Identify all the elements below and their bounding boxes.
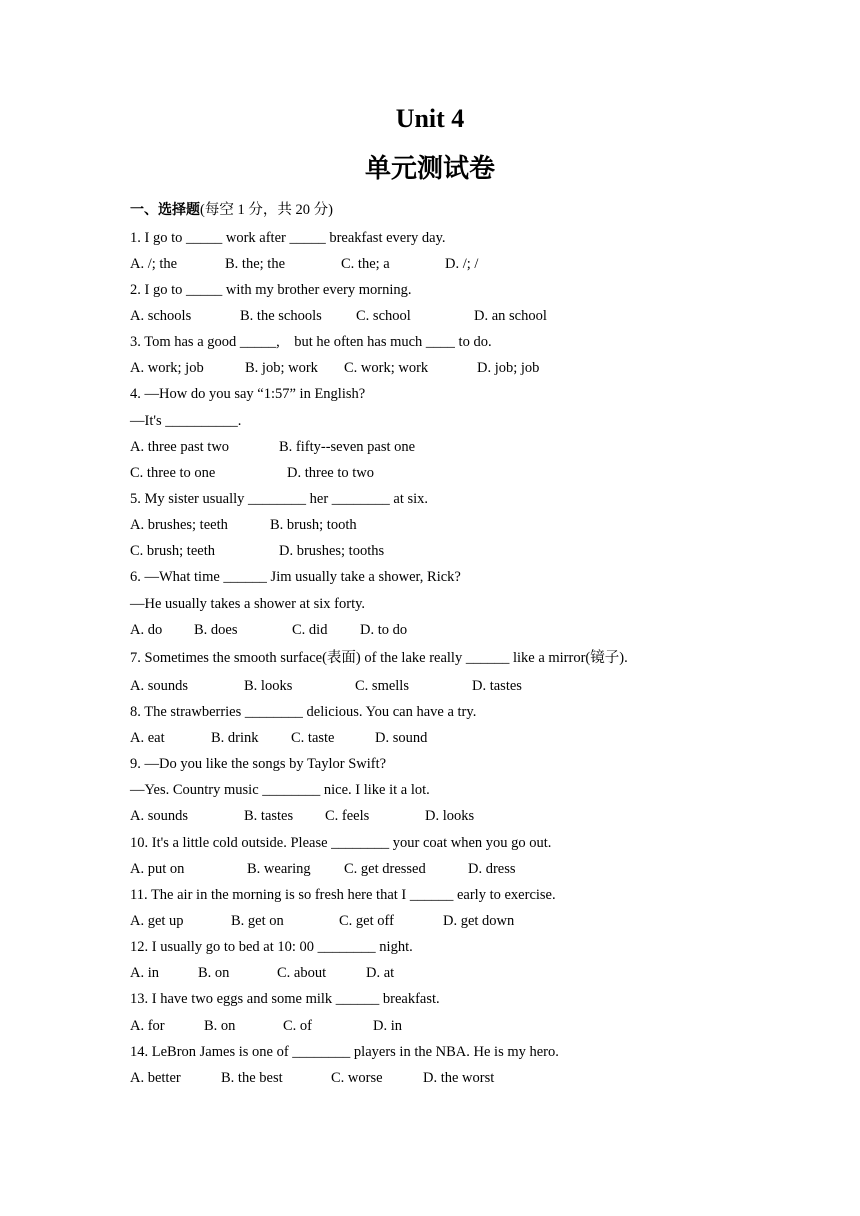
q11-option-d: D. get down [443, 913, 515, 929]
q4-option-c: C. three to one [130, 465, 216, 481]
q1-option-a: A. /; the [130, 256, 178, 272]
q10-option-c: C. get dressed [344, 861, 426, 877]
q1-option-b: B. the; the [225, 256, 286, 272]
q2-option-b: B. the schools [240, 308, 322, 324]
q4-stem-answer: —It's __________. [130, 413, 242, 429]
q9-stem-answer: —Yes. Country music ________ nice. I like it a lot. [130, 782, 430, 798]
q14-options [130, 1069, 495, 1123]
q8-option-b: B. drink [211, 730, 259, 746]
q12-stem: 12. I usually go to bed at 10: 00 ________ night. [130, 939, 413, 955]
q6-option-d: D. to do [360, 622, 408, 638]
q3-option-d: D. job; job [477, 360, 540, 376]
q6-option-c: C. did [292, 622, 328, 638]
q8-option-d: D. sound [375, 730, 428, 746]
q10-option-d: D. dress [468, 861, 516, 877]
q3-option-a: A. work; job [130, 360, 204, 376]
section-title: 一、选择题 [130, 202, 200, 218]
q3-option-c: C. work; work [344, 360, 429, 376]
q10-option-a: A. put on [130, 861, 185, 877]
q7-option-a: A. sounds [130, 678, 189, 694]
q4-option-a: A. three past two [130, 439, 230, 455]
q14-option-d: D. the worst [423, 1070, 495, 1086]
q1-stem: 1. I go to _____ work after _____ breakfast every day. [130, 230, 446, 246]
q7-option-b: B. looks [244, 678, 293, 694]
q12-option-c: C. about [277, 965, 327, 981]
q2-option-a: A. schools [130, 308, 192, 324]
q14-option-b: B. the best [221, 1070, 283, 1086]
q4-option-b: B. fifty--seven past one [279, 439, 416, 455]
q11-option-a: A. get up [130, 913, 184, 929]
q5-option-d: D. brushes; tooths [279, 543, 385, 559]
q7-option-d: D. tastes [472, 678, 522, 694]
q9-option-a: A. sounds [130, 808, 189, 824]
q7-option-c: C. smells [355, 678, 409, 694]
q3-stem: 3. Tom has a good _____, but he often has much ____ to do. [130, 334, 492, 350]
q10-stem: 10. It's a little cold outside. Please ________ your coat when you go out. [130, 835, 552, 851]
q4-option-d: D. three to two [287, 465, 374, 481]
section-note: (每空 1 分，共 20 分) [200, 202, 333, 218]
q1-option-c: C. the; a [341, 256, 390, 272]
q10-option-b: B. wearing [247, 861, 311, 877]
q5-stem: 5. My sister usually ________ her ________ at six. [130, 491, 429, 507]
q14-stem: 14. LeBron James is one of ________ players in the NBA. He is my hero. [130, 1044, 559, 1060]
q5-option-b: B. brush; tooth [270, 517, 357, 533]
q13-option-b: B. on [204, 1018, 236, 1034]
q11-stem: 11. The air in the morning is so fresh here that I ______ early to exercise. [130, 887, 556, 903]
q6-option-a: A. do [130, 622, 163, 638]
q6-stem-answer: —He usually takes a shower at six forty. [130, 596, 366, 612]
q13-option-a: A. for [130, 1018, 165, 1034]
q8-option-c: C. taste [291, 730, 335, 746]
q2-option-c: C. school [356, 308, 411, 324]
q5-option-c: C. brush; teeth [130, 543, 215, 559]
q2-stem: 2. I go to _____ with my brother every morning. [130, 282, 412, 298]
q5-option-a: A. brushes; teeth [130, 517, 228, 533]
q9-option-b: B. tastes [244, 808, 294, 824]
q6-stem: 6. —What time ______ Jim usually take a shower, Rick? [130, 569, 461, 585]
q2-option-d: D. an school [474, 308, 547, 324]
q4-stem: 4. —How do you say “1:57” in English? [130, 386, 366, 402]
doc-title: Unit 4 [395, 104, 465, 133]
q13-stem: 13. I have two eggs and some milk ______ breakfast. [130, 991, 440, 1007]
q13-option-c: C. of [283, 1018, 312, 1034]
q7-stem: 7. Sometimes the smooth surface(表面) of the lake really ______ like a mirror(镜子). [130, 650, 628, 666]
q11-option-b: B. get on [231, 913, 284, 929]
q9-stem: 9. —Do you like the songs by Taylor Swift? [130, 756, 387, 772]
q9-option-c: C. feels [325, 808, 370, 824]
q6-option-b: B. does [194, 622, 238, 638]
section-heading [130, 201, 333, 219]
doc-subtitle: 单元测试卷 [364, 154, 495, 184]
q8-stem: 8. The strawberries ________ delicious. You can have a try. [130, 704, 477, 720]
q14-option-c: C. worse [331, 1070, 383, 1086]
q11-option-c: C. get off [339, 913, 394, 929]
q12-option-a: A. in [130, 965, 159, 981]
q1-option-d: D. /; / [445, 256, 479, 272]
q8-option-a: A. eat [130, 730, 165, 746]
q9-option-d: D. looks [425, 808, 475, 824]
q12-option-b: B. on [198, 965, 230, 981]
q12-option-d: D. at [366, 965, 395, 981]
q13-option-d: D. in [373, 1018, 402, 1034]
q14-option-a: A. better [130, 1070, 181, 1086]
q3-option-b: B. job; work [245, 360, 318, 376]
